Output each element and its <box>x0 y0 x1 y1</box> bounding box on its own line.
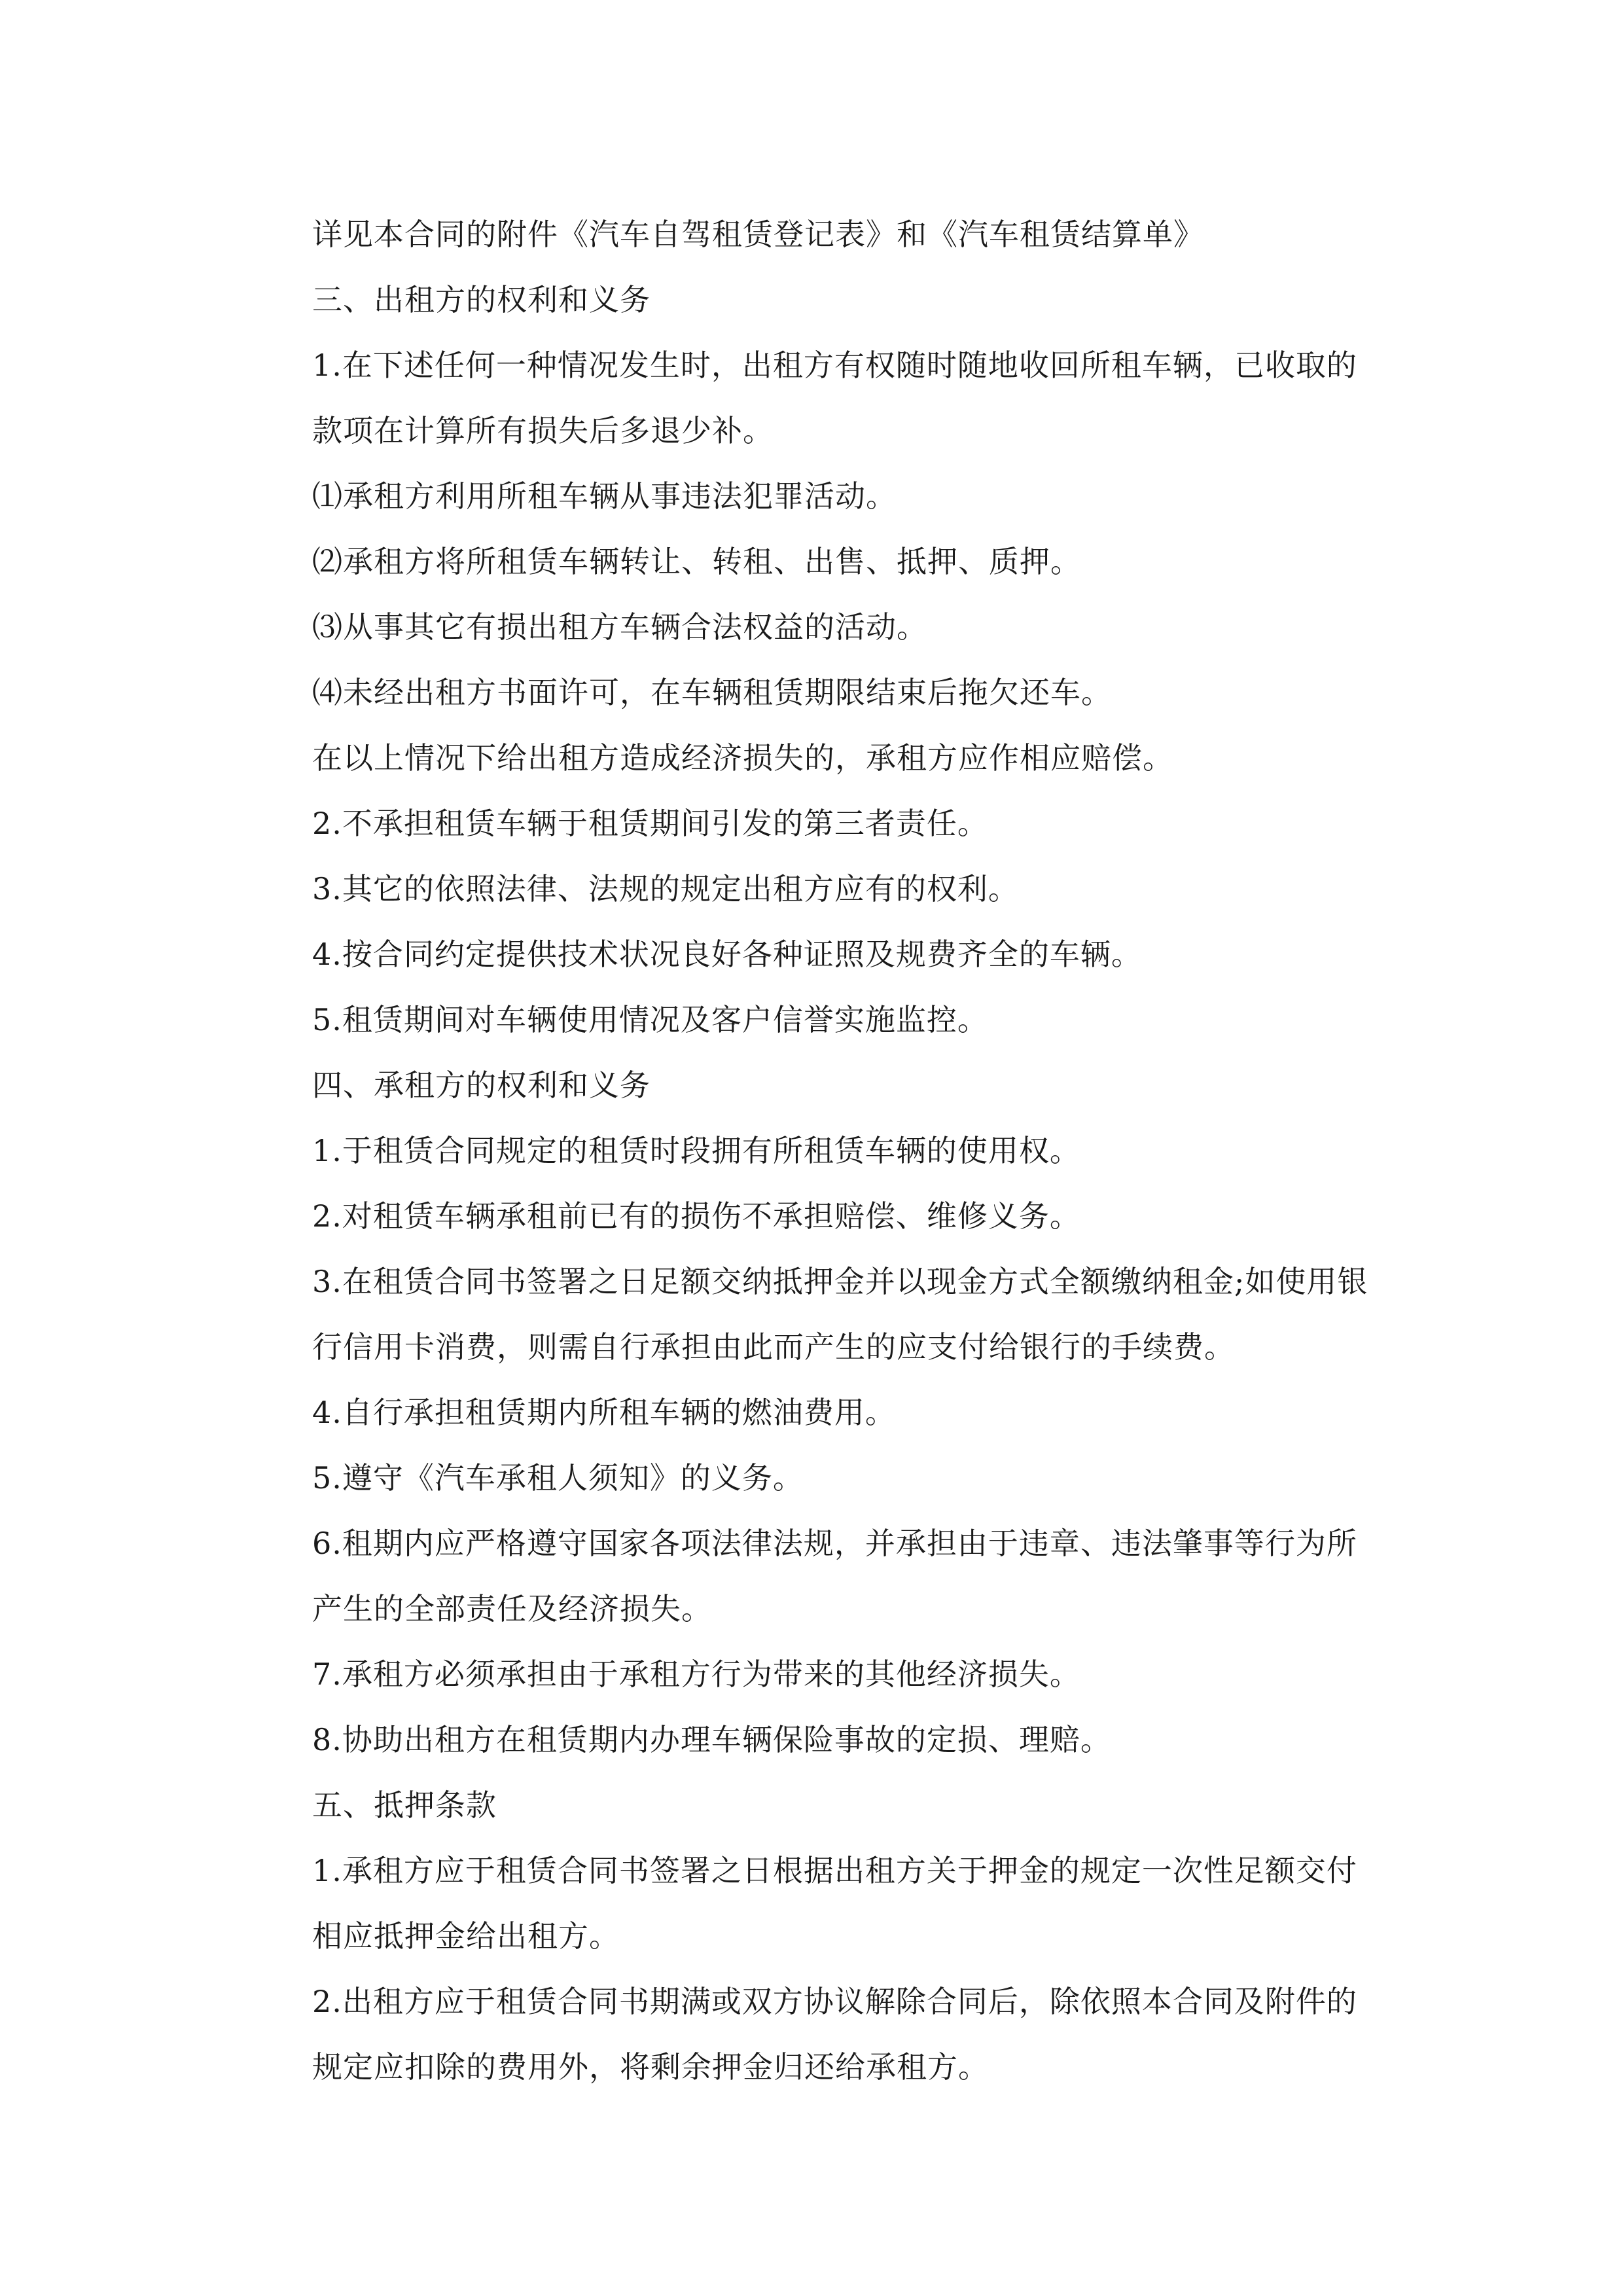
paragraph: 5.遵守《汽车承租人须知》的义务。 <box>312 1460 804 1496</box>
paragraph: 7.承租方必须承担由于承租方行为带来的其他经济损失。 <box>312 1657 1080 1692</box>
paragraph: 详见本合同的附件《汽车自驾租赁登记表》和《汽车租赁结算单》 <box>312 217 1204 252</box>
paragraph: 1.在下述任何一种情况发生时，出租方有权随时随地收回所租车辆，已收取的款项在计算所有损失后多退少补。 <box>312 348 1357 448</box>
list-item: ⑷未经出租方书面许可，在车辆租赁期限结束后拖欠还车。 <box>312 675 1112 710</box>
paragraph: 2.出租方应于租赁合同书期满或双方协议解除合同后，除依照本合同及附件的规定应扣除的费用外，将剩余押金归还给承租方。 <box>312 1984 1357 2085</box>
paragraph: 4.按合同约定提供技术状况良好各种证照及规费齐全的车辆。 <box>312 937 1142 972</box>
paragraph: 3.其它的依照法律、法规的规定出租方应有的权利。 <box>312 871 1019 906</box>
paragraph: 1.承租方应于租赁合同书签署之日根据出租方关于押金的规定一次性足额交付相应抵押金给出租方。 <box>312 1853 1357 1954</box>
paragraph: 5.租赁期间对车辆使用情况及客户信誉实施监控。 <box>312 1002 988 1037</box>
paragraph: 2.对租赁车辆承租前已有的损伤不承担赔偿、维修义务。 <box>312 1198 1080 1234</box>
section-heading: 五、抵押条款 <box>312 1787 497 1823</box>
section-heading: 四、承租方的权利和义务 <box>312 1067 651 1103</box>
list-item: ⑵承租方将所租赁车辆转让、转租、出售、抵押、质押。 <box>312 544 1081 579</box>
paragraph: 在以上情况下给出租方造成经济损失的，承租方应作相应赔偿。 <box>312 740 1173 776</box>
paragraph: 6.租期内应严格遵守国家各项法律法规，并承担由于违章、违法肇事等行为所产生的全部责任及经济损失。 <box>312 1526 1357 1626</box>
paragraph: 1.于租赁合同规定的租赁时段拥有所租赁车辆的使用权。 <box>312 1133 1080 1168</box>
paragraph: 8.协助出租方在租赁期内办理车辆保险事故的定损、理赔。 <box>312 1722 1111 1757</box>
list-item: ⑴承租方利用所租车辆从事违法犯罪活动。 <box>312 478 897 514</box>
paragraph: 3.在租赁合同书签署之日足额交纳抵押金并以现金方式全额缴纳租金;如使用银行信用卡消费，则需自行承担由此而产生的应支付给银行的手续费。 <box>312 1264 1368 1365</box>
list-item: ⑶从事其它有损出租方车辆合法权益的活动。 <box>312 609 927 645</box>
section-heading: 三、出租方的权利和义务 <box>312 282 651 317</box>
document-body <box>247 202 1379 2100</box>
paragraph: 4.自行承担租赁期内所租车辆的燃油费用。 <box>312 1395 896 1430</box>
paragraph: 2.不承担租赁车辆于租赁期间引发的第三者责任。 <box>312 806 988 841</box>
